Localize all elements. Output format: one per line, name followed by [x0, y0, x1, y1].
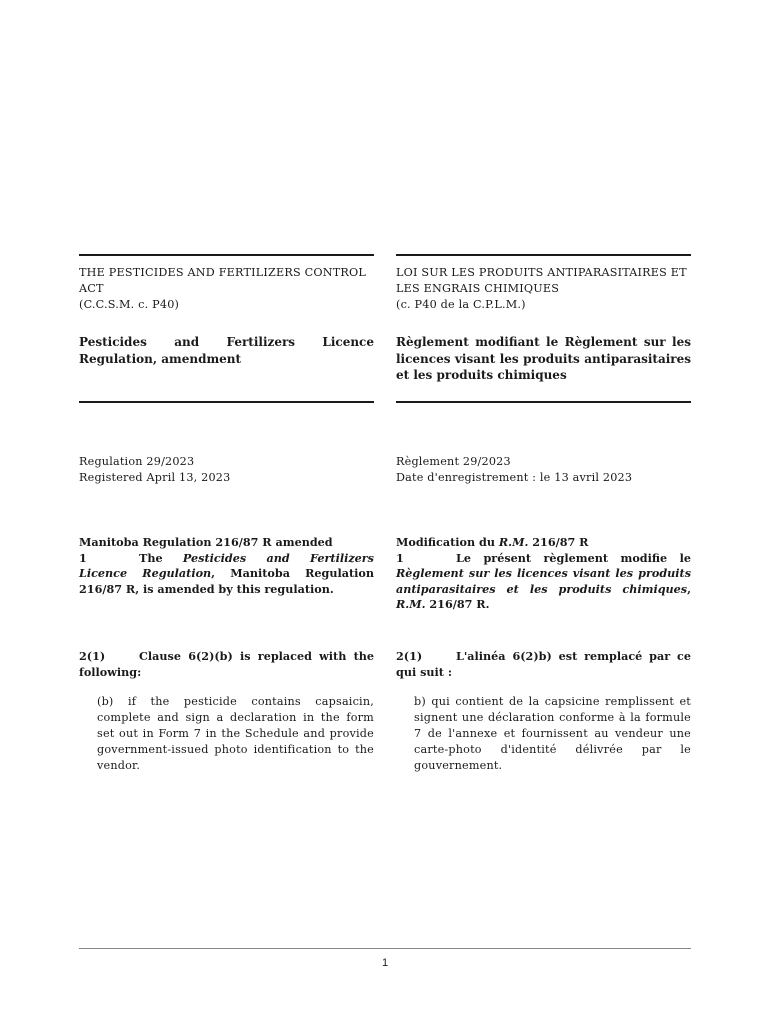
section-2-text-fr: L'alinéa 6(2)b) est remplacé par ce qui suit : — [396, 649, 691, 679]
regulation-number-fr: Règlement 29/2023 — [396, 455, 511, 468]
section-1-number-en: 1 — [79, 550, 87, 565]
section-2-number-en: 2(1) — [79, 649, 106, 663]
section-1-heading-en: Manitoba Regulation 216/87 R amended — [79, 535, 333, 549]
section-1-fr — [396, 535, 691, 613]
act-title-fr — [396, 265, 691, 313]
section-1-paragraph-fr — [396, 551, 691, 612]
section-2-fr — [396, 649, 691, 680]
page-number: 1 — [381, 957, 389, 969]
section-1-heading-fr-rm: R.M. — [498, 535, 529, 549]
clause-6-2-b-fr: b) qui contient de la capsicine remplissent et signent une déclaration conforme à la formule 7 de l'annexe et fournissent au vendeur une carte-photo d'identité délivrée par le gouvernement. — [414, 695, 691, 772]
section-1-regulation-name-fr: Règlement sur les licences visant les produits antiparasitaires et les produits chimiques — [396, 566, 691, 596]
section-1-text-en: The — [139, 550, 183, 565]
top-rule-left — [79, 254, 374, 256]
section-1-en — [79, 535, 374, 597]
registered-date-en: Registered April 13, 2023 — [79, 471, 231, 484]
section-2-number-fr: 2(1) — [396, 649, 423, 663]
section-1-rm-fr: R.M. — [396, 597, 426, 611]
section-1-text-end-en: , Manitoba Regulation 216/87 R, is amended by this regulation. — [79, 566, 374, 596]
section-1-text-fr: Le présent règlement modifie le — [456, 550, 691, 565]
section-1-heading-fr-end: 216/87 R — [528, 535, 589, 549]
registered-date-fr: Date d'enregistrement : le 13 avril 2023 — [396, 471, 633, 484]
act-citation-en: (C.C.S.M. c. P40) — [79, 298, 180, 311]
act-title-en-line2: ACT — [79, 282, 104, 295]
regulation-info-fr — [396, 454, 691, 486]
clause-6-2-b-en: (b) if the pesticide contains capsaicin, complete and sign a declaration in the form set out in Form 7 in the Schedule and provide government-issued photo identification to the vendor. — [97, 695, 374, 772]
section-1-heading-fr-text: Modification du — [396, 535, 499, 549]
regulation-title-en: Pesticides and Fertilizers Licence Regulation, amendment — [79, 335, 374, 366]
act-title-en-line1: THE PESTICIDES AND FERTILIZERS CONTROL — [79, 266, 366, 279]
act-title-fr-line1: LOI SUR LES PRODUITS ANTIPARASITAIRES ET — [396, 266, 687, 279]
title-rule-left — [79, 401, 374, 403]
act-title-fr-line2: LES ENGRAIS CHIMIQUES — [396, 282, 560, 295]
top-rule-right — [396, 254, 691, 256]
section-1-regulation-name-en: Pesticides and Fertilizers Licence Regulation — [79, 550, 374, 580]
section-1-sep-fr: , — [687, 581, 691, 596]
regulation-title-fr: Règlement modifiant le Règlement sur les licences visant les produits antiparasitaires et les produits chimiques — [396, 335, 691, 382]
section-2-text-en: Clause 6(2)(b) is replaced with the following: — [79, 649, 374, 679]
section-1-text-end-fr: 216/87 R. — [425, 597, 490, 611]
title-rule-right — [396, 401, 691, 403]
act-citation-fr: (c. P40 de la C.P.L.M.) — [396, 298, 526, 311]
section-1-number-fr: 1 — [396, 550, 404, 565]
regulation-info-en — [79, 454, 374, 486]
section-1-heading-fr — [396, 535, 691, 551]
section-1-paragraph-en — [79, 551, 374, 596]
section-2-en — [79, 649, 374, 680]
regulation-number-en: Regulation 29/2023 — [79, 455, 195, 468]
act-title-en — [79, 265, 374, 313]
footer-rule — [79, 948, 691, 949]
